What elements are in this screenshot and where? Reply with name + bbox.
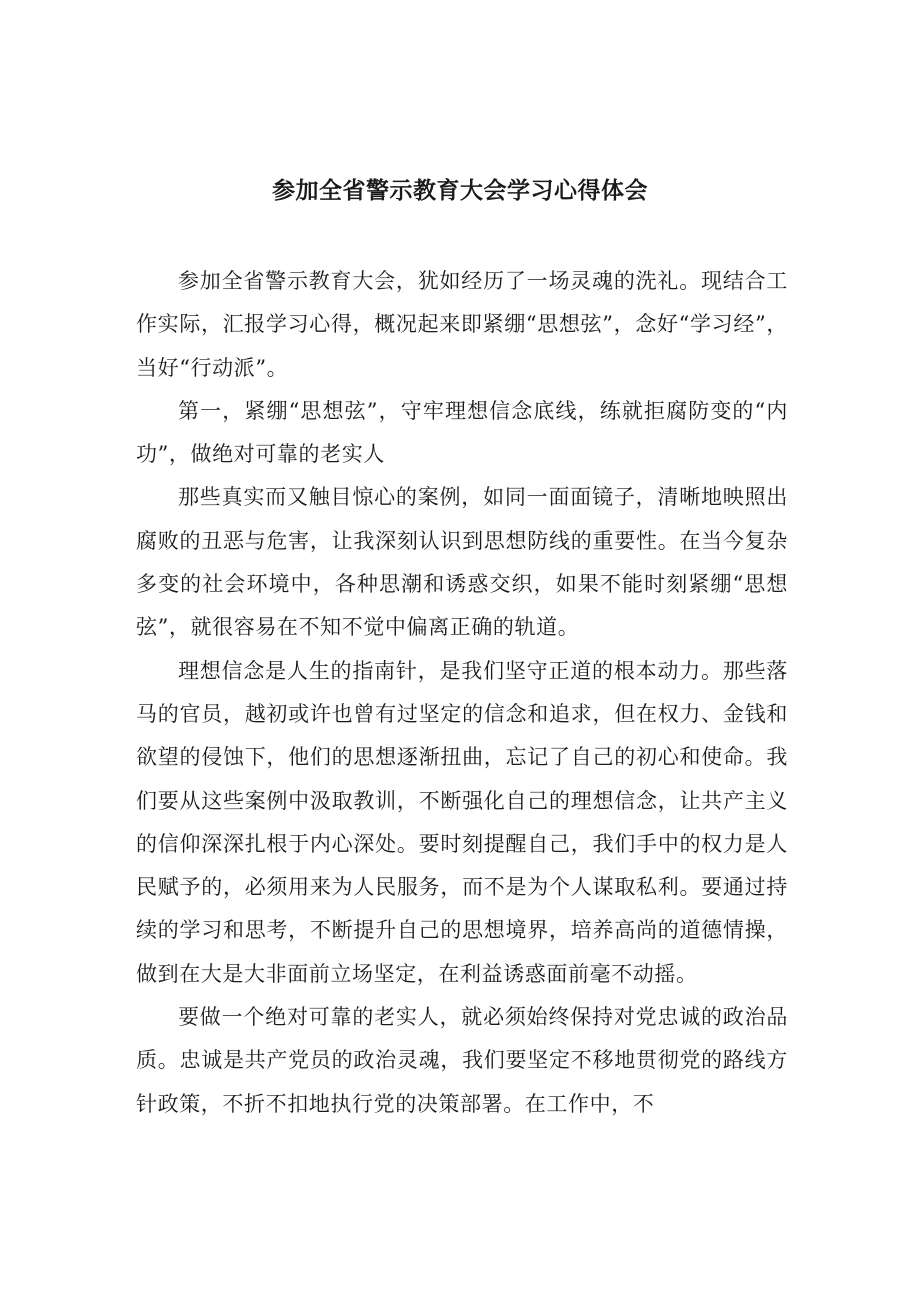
section-heading-first: 第一，紧绷“思想弦”，守牢理想信念底线，练就拒腐防变的“内功”，做绝对可靠的老实人 — [136, 398, 788, 467]
paragraph-ideals: 理想信念是人生的指南针，是我们坚守正道的根本动力。那些落马的官员，越初或许也曾有过坚定的信念和追求，但在权力、金钱和欲望的侵蚀下，他们的思想逐渐扭曲，忘记了自己的初心和使命。我们要从这些案例中汲取教训，不断强化自己的理想信念，让共产主义的信仰深深扎根于内心深处。要时刻提醒自己，我们手中的权力是人民赋予的，必须用来为人民服务，而不是为个人谋取私利。要通过持续的学习和思考，不断提升自己的思想境界，培养高尚的道德情操，做到在大是大非面前立场坚定，在利益诱惑面前毫不动摇。 — [136, 658, 788, 986]
paragraph-intro: 参加全省警示教育大会，犹如经历了一场灵魂的洗礼。现结合工作实际，汇报学习心得，概况起来即紧绷“思想弦”，念好“学习经”，当好“行动派”。 — [136, 269, 788, 380]
paragraph-cases: 那些真实而又触目惊心的案例，如同一面面镜子，清晰地映照出腐败的丑恶与危害，让我深刻认识到思想防线的重要性。在当今复杂多变的社会环境中，各种思潮和诱惑交织，如果不能时刻紧绷“思想弦”，就很容易在不知不觉中偏离正确的轨道。 — [136, 485, 788, 640]
paragraph-loyalty: 要做一个绝对可靠的老实人，就必须始终保持对党忠诚的政治品质。忠诚是共产党员的政治灵魂，我们要坚定不移地贯彻党的路线方针政策，不折不扣地执行党的决策部署。在工作中，不 — [136, 1005, 788, 1116]
document-body — [136, 260, 788, 1126]
document-title: 参加全省警示教育大会学习心得体会 — [272, 178, 648, 204]
